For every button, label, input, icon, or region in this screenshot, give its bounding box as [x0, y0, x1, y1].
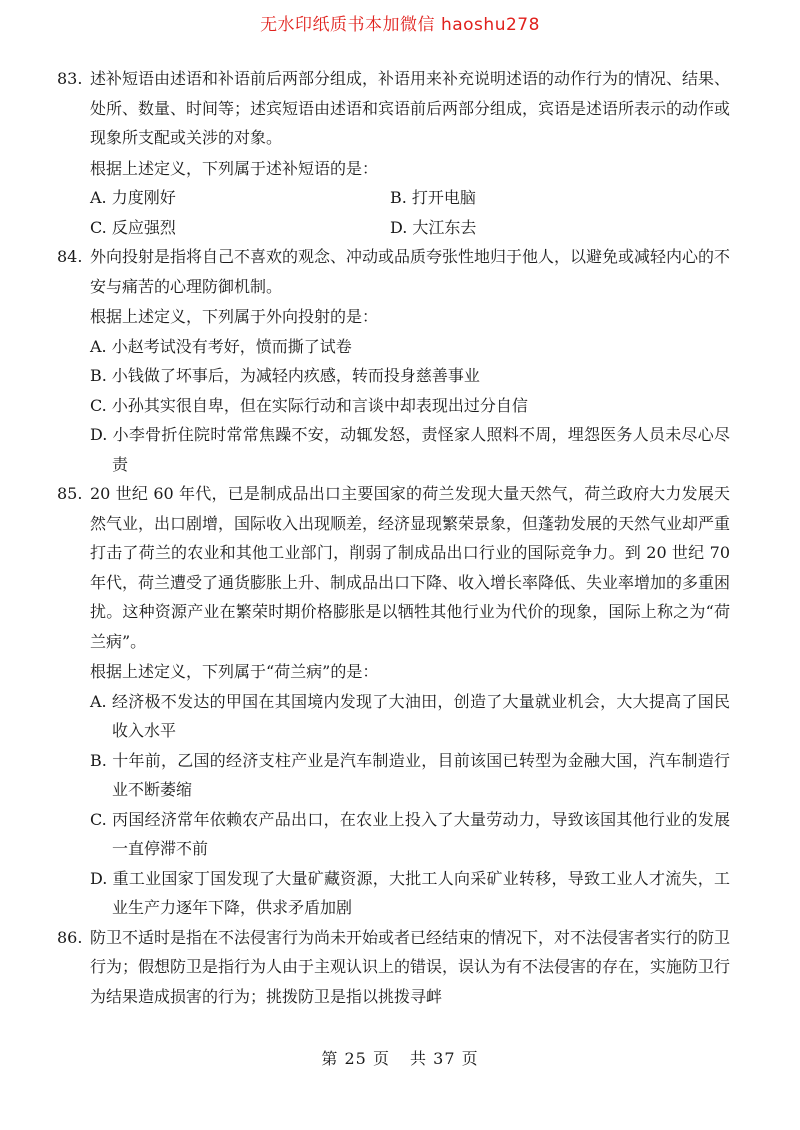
option-c: C. 丙国经济常年依赖农产品出口，在农业上投入了大量劳动力，导致该国其他行业的发展一直停滞不前	[90, 809, 730, 858]
option-d: D. 大江东去	[390, 217, 477, 237]
question-stem: 外向投射是指将自己不喜欢的观念、冲动或品质夸张性地归于他人，以避免或减轻内心的不安与痛苦的心理防御机制。	[90, 247, 731, 296]
question-prompt: 根据上述定义，下列属于外向投射的是：	[90, 307, 379, 326]
option-a: A. 经济极不发达的甲国在其国境内发现了大油田，创造了大量就业机会，大大提高了国民收入水平	[90, 691, 730, 740]
page-footer	[0, 1046, 800, 1069]
question-number: 84.	[57, 247, 83, 266]
option-d: D. 小李骨折住院时常常焦躁不安，动辄发怒，责怪家人照料不周，埋怨医务人员未尽心尽责	[90, 425, 730, 474]
option-b: B. 十年前，乙国的经济支柱产业是汽车制造业，目前该国已转型为金融大国，汽车制造行业不断萎缩	[90, 750, 730, 799]
page-number: 第 25 页	[321, 1049, 390, 1068]
watermark-text: 无水印纸质书本加微信 haoshu278	[260, 15, 540, 35]
question-stem: 述补短语由述语和补语前后两部分组成，补语用来补充说明述语的动作行为的情况、结果、处所、数量、时间等；述宾短语由述语和宾语前后两部分组成，宾语是述语所表示的动作或现象所支配或关涉的对象。	[90, 69, 731, 147]
question-number: 86.	[57, 927, 83, 947]
option-a: A. 力度刚好	[90, 188, 176, 207]
option-c: C. 反应强烈	[90, 217, 176, 237]
question-85	[57, 479, 731, 923]
question-prompt: 根据上述定义，下列属于“荷兰病”的是：	[90, 662, 379, 681]
question-number: 83.	[57, 69, 83, 88]
page-total: 共 37 页	[410, 1049, 479, 1068]
question-83	[57, 64, 731, 242]
question-prompt: 根据上述定义，下列属于述补短语的是：	[90, 158, 379, 178]
option-c: C. 小孙其实很自卑，但在实际行动和言谈中却表现出过分自信	[90, 395, 528, 415]
question-86	[57, 923, 731, 1012]
option-a: A. 小赵考试没有考好，愤而撕了试卷	[90, 336, 352, 356]
question-stem: 防卫不适时是指在不法侵害行为尚未开始或者已经结束的情况下，对不法侵害者实行的防卫行为；假想防卫是指行为人由于主观认识上的错误，误认为有不法侵害的存在，实施防卫行为结果造成损害的行为；挑拨防卫是指以挑拨寻衅	[90, 927, 731, 1006]
option-b: B. 打开电脑	[390, 188, 476, 207]
option-b: B. 小钱做了坏事后，为减轻内疚感，转而投身慈善事业	[90, 366, 480, 385]
question-stem: 20 世纪 60 年代，已是制成品出口主要国家的荷兰发现大量天然气，荷兰政府大力发展天然气业，出口剧增，国际收入出现顺差，经济显现繁荣景象，但蓬勃发展的天然气业却严重打击了荷兰的农业和其他工业部门，削弱了制成品出口行业的国际竞争力。到 20 世纪 70 年代，荷兰遭受了通货膨胀上升、制成品出口下降、收入增长率降低、失业率增加的多重困扰。这种资源产业在繁荣时期价格膨胀是以牺牲其他行业为代价的现象，国际上称之为“荷兰病”。	[90, 484, 731, 651]
question-number: 85.	[57, 484, 83, 503]
question-84	[57, 242, 731, 479]
option-grid	[90, 183, 730, 242]
document-body	[57, 64, 731, 1011]
option-d: D. 重工业国家丁国发现了大量矿藏资源，大批工人向采矿业转移，导致工业人才流失，工业生产力逐年下降，供求矛盾加剧	[90, 868, 730, 917]
